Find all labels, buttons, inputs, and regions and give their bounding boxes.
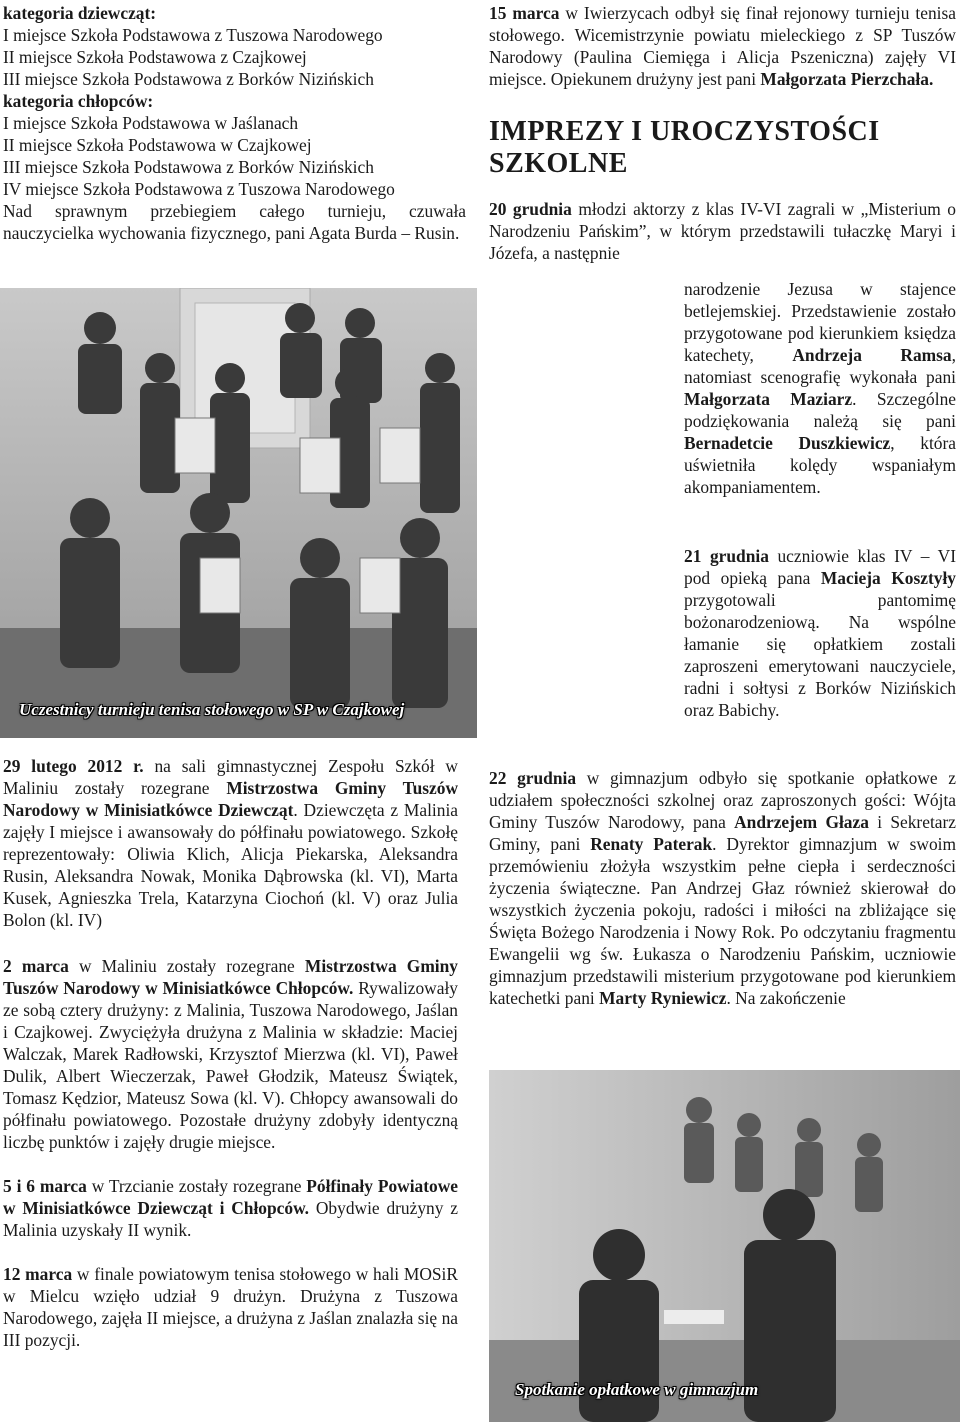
feb29-paragraph: 29 lutego 2012 r. na sali gimnastycznej Zespołu Szkół w Maliniu zostały rozegrane Mistrzostwa Gminy Tuszów Narodowy w Minisiatkówce Dziewcząt. Dziewczęta z Malinia zajęły I miejsce i awansowały do półfinału powiatowego. Szkołę reprezentowały: Oliwia Klich, Alicja Piekarska, Aleksandra Rusin, Aleksandra Nowak, Monika Dąbrowska (kl. VI), Marta Kusek, Agnieszka Trela, Katarzyna Ciochoń (kl. V) oraz Julia Bolon (kl. IV) — [3, 756, 459, 930]
section-heading: IMPREZY I UROCZYSTOŚCI — [489, 116, 880, 147]
left-results — [3, 2, 466, 244]
christmas-wafer-meeting-photo — [489, 1070, 960, 1422]
boys-result: IV miejsce Szkoła Podstawowa z Tuszowa Narodowego — [3, 179, 395, 199]
mar56-date: 5 i 6 marca — [3, 1176, 87, 1196]
mar56-paragraph: 5 i 6 marca w Trzcianie zostały rozegrane Półfinały Powiatowe w Minisiatkówce Dziewcząt i Chłopców. Obydwie drużyny z Malinia uzyskały II wynik. — [3, 1176, 458, 1240]
boys-result: II miejsce Szkoła Podstawowa w Czajkowej — [3, 135, 312, 155]
feb29-date: 29 lutego 2012 r. — [3, 756, 144, 776]
right-dec21 — [684, 545, 956, 721]
dec22-paragraph: 22 grudnia w gimnazjum odbyło się spotkanie opłatkowe z udziałem społeczności szkolnej oraz zaproszonych gości: Wójta Gminy Tuszów Narodowy, pana Andrzejem Głaza i Sekretarz Gminy, pani Renaty Paterak. Dyrektor gimnazjum w swoim przemówieniu złożyła wszystkim pełne ciepła i serdeczności życzenia świąteczne. Pan Andrzej Głaz również skierował do wszystkich życzenia pokoju, radości i miłości na zbliżające się Święta Bożego Narodzenia i Nowy Rok. Po odczytaniu fragmentu Ewangelii wg św. Łukasza o Narodzeniu Pańskim, uczniowie gimnazjum przedstawili misterium przygotowane pod kierunkiem katechetki pani Marty Ryniewicz. Na zakończenie — [489, 768, 957, 1008]
left-sports-news — [3, 755, 458, 1351]
dec21-date: 21 grudnia — [684, 546, 769, 566]
group-photo-image — [0, 288, 477, 738]
section-heading: SZKOLNE — [489, 148, 628, 179]
mar2-paragraph: 2 marca w Maliniu zostały rozegrane Mistrzostwa Gminy Tuszów Narodowy w Minisiatkówce Chłopców. Rywalizowały ze sobą cztery drużyny: z Malinia, Tuszowa Narodowego, Jaślan i Czajkowej. Zwyciężyła drużyna z Malinia w składzie: Maciej Walczak, Marek Radłowski, Krzysztof Mierzwa (kl. VI), Paweł Dulik, Albert Wieczerzak, Paweł Głodzik, Mateusz Świątek, Tomasz Kędzior, Mateusz Sowa (kl. V). Chłopcy awansowali do półfinału powiatowego. Pozostałe drużyny zdobyły identyczną liczbę punktów i zajęły drugie miejsce. — [3, 956, 458, 1152]
mar15-paragraph: 15 marca w Iwierzycach odbył się finał rejonowy turnieju tenisa stołowego. Wicemistrzynie powiatu mieleckiego z SP Tuszów Narodowy (Paulina Ciemięga i Alicja Pszeniczna) zajęły VI miejsce. Opiekunem drużyny jest pani Małgorzata Pierzchała. — [489, 3, 956, 89]
mar12-paragraph: 12 marca w finale powiatowym tenisa stołowego w hali MOSiR w Mielcu wzięło udział 9 drużyn. Drużyna z Tuszowa Narodowego, zajęła II miejsce, a drużyna z Jaślan znalazła się na III pozycji. — [3, 1264, 458, 1350]
dec20-date: 20 grudnia — [489, 199, 572, 219]
girls-result: I miejsce Szkoła Podstawowa z Tuszowa Narodowego — [3, 25, 383, 45]
wafer-photo-caption: Spotkanie opłatkowe w gimnazjum — [515, 1380, 759, 1399]
mar2-date: 2 marca — [3, 956, 69, 976]
wafer-meeting-image — [489, 1070, 960, 1422]
girls-result: II miejsce Szkoła Podstawowa z Czajkowej — [3, 47, 307, 67]
dec20-rest-paragraph: narodzenie Jezusa w stajence betlejemskiej. Przedstawienie zostało przygotowane pod kierunkiem księdza katechety, Andrzeja Ramsa, natomiast scenografię wykonała pani Małgorzata Maziarz. Szczególne podziękowania należą się pani Bernadetcie Duszkiewicz, która uświetniła kolędy wspaniałym akompaniamentem. — [684, 279, 956, 497]
team-photo-caption: Uczestnicy turnieju tenisa stołowego w SP w Czajkowej — [19, 700, 405, 719]
mar15-date: 15 marca — [489, 3, 560, 23]
dec22-date: 22 grudnia — [489, 768, 577, 788]
supervision-paragraph: Nad sprawnym przebiegiem całego turnieju, czuwała nauczycielka wychowania fizycznego, pani Agata Burda – Rusin. — [3, 201, 466, 243]
table-tennis-team-photo — [0, 288, 477, 738]
boys-heading: kategoria chłopców: — [3, 91, 154, 111]
boys-result: I miejsce Szkoła Podstawowa w Jaślanach — [3, 113, 299, 133]
right-dec22 — [489, 767, 956, 1009]
girls-result: III miejsce Szkoła Podstawowa z Borków Nizińskich — [3, 69, 374, 89]
right-top — [489, 2, 956, 264]
dec20-intro-paragraph: 20 grudnia młodzi aktorzy z klas IV-VI zagrali w „Misterium o Narodzeniu Pańskim”, w którym przedstawili tułaczkę Maryi i Józefa, a następnie — [489, 199, 956, 263]
mar12-date: 12 marca — [3, 1264, 73, 1284]
dec21-paragraph: 21 grudnia uczniowie klas IV – VI pod opieką pana Macieja Kosztyły przygotowali pantomimę bożonarodzeniową. Na wspólne łamanie się opłatkiem zostali zaproszeni emerytowani nauczyciele, radni i sołtysi z Borków Nizińskich oraz Babichy. — [684, 546, 956, 720]
boys-result: III miejsce Szkoła Podstawowa z Borków Nizińskich — [3, 157, 374, 177]
girls-heading: kategoria dziewcząt: — [3, 3, 157, 23]
right-dec20-continued — [684, 278, 956, 498]
